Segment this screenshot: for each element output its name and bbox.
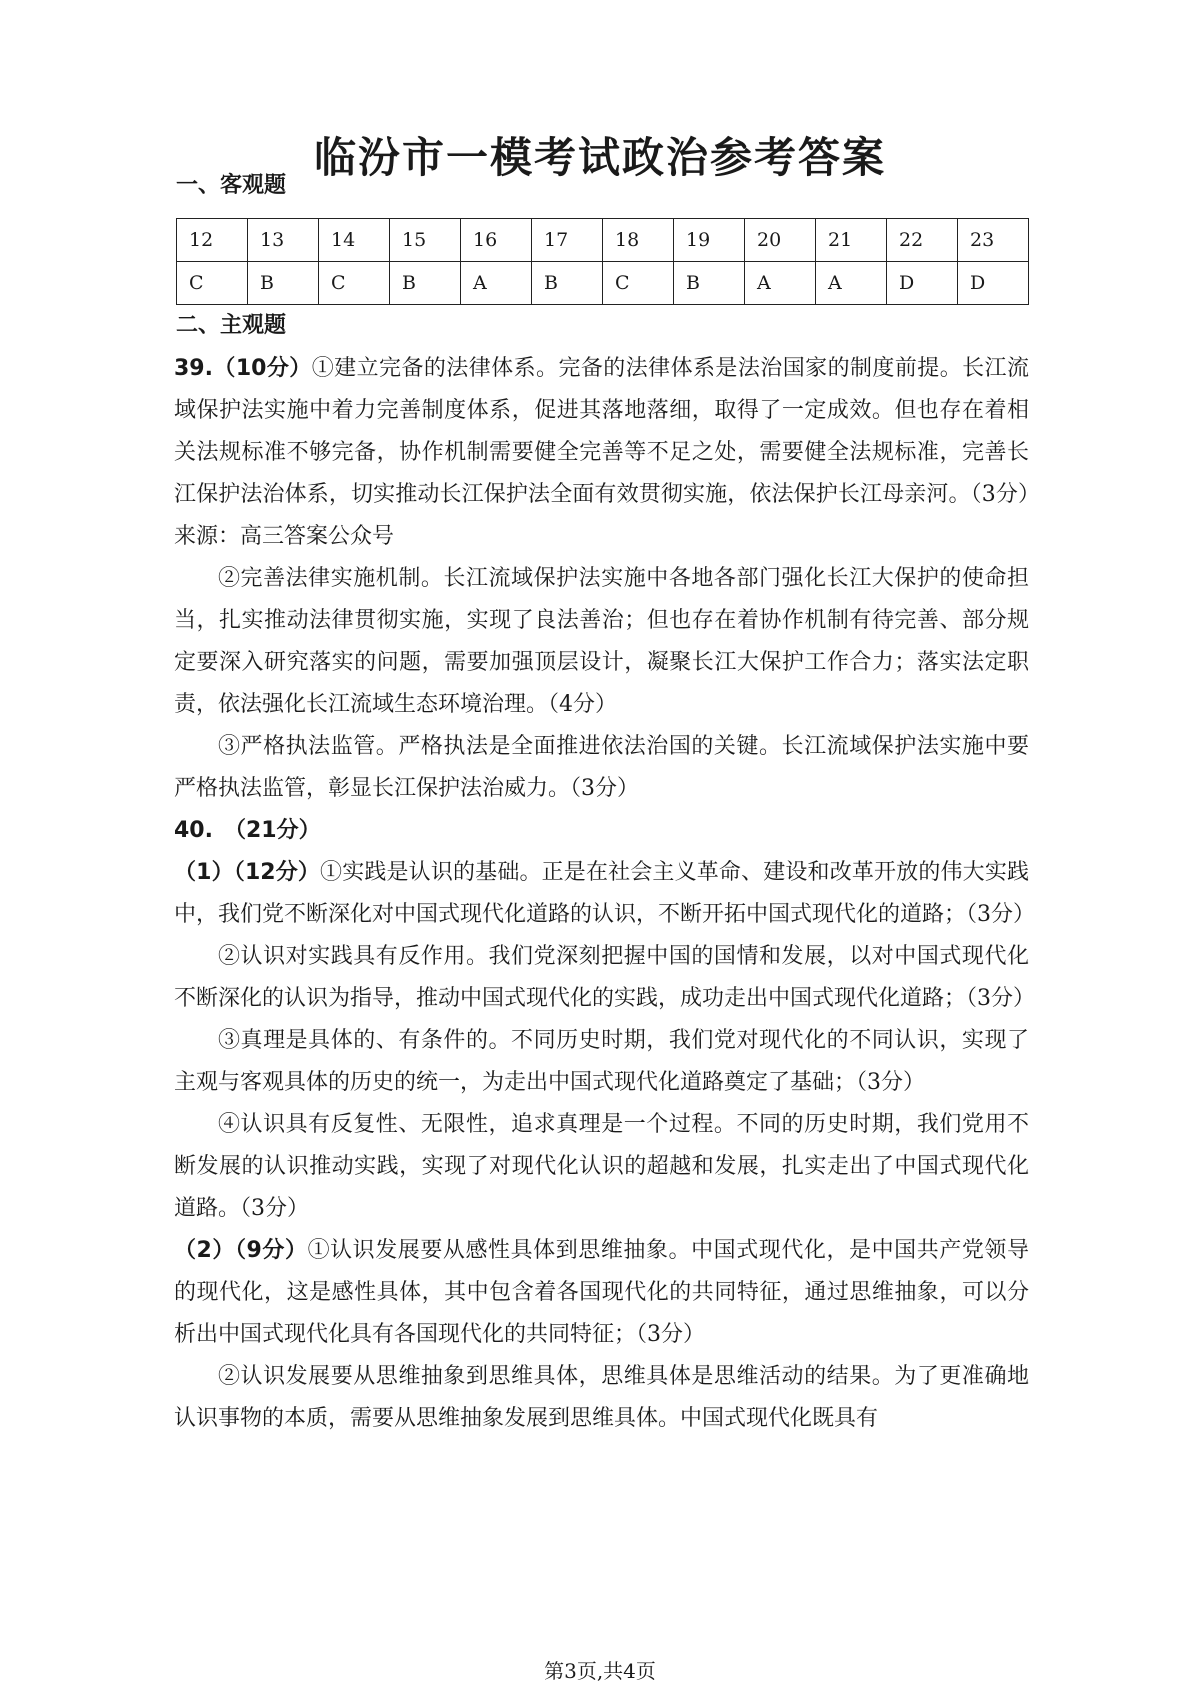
q40-part2-paragraph-2: ②认识发展要从思维抽象到思维具体，思维具体是思维活动的结果。为了更准确地认识事物的本质，需要从思维抽象发展到思维具体。中国式现代化既具有 [174,1364,1029,1431]
answer-cell: A [745,262,816,305]
answer-cell: C [603,262,674,305]
question-number: 13 [248,219,319,262]
q40-part1-label: （1）（12分） [174,860,321,885]
answer-table [176,218,1029,305]
q40-part2-paragraph-1 [174,1230,1029,1356]
answer-cell: A [461,262,532,305]
q39-label: 39.（10分） [174,356,312,381]
question-number: 23 [958,219,1029,262]
answer-cell: B [674,262,745,305]
question-number: 17 [532,219,603,262]
question-number: 14 [319,219,390,262]
answer-cell: D [887,262,958,305]
question-number: 12 [177,219,248,262]
section-objective-heading: 一、客观题 [176,173,287,198]
q40-part1-text-1: ①实践是认识的基础。正是在社会主义革命、建设和改革开放的伟大实践中，我们党不断深化对中国式现代化道路的认识，不断开拓中国式现代化的道路；（3分） [174,860,1035,927]
q40-part1-paragraph-4: ④认识具有反复性、无限性，追求真理是一个过程。不同的历史时期，我们党用不断发展的认识推动实践，实现了对现代化认识的超越和发展，扎实走出了中国式现代化道路。（3分） [174,1112,1029,1221]
q39-paragraph-1 [174,348,1029,558]
question-number: 18 [603,219,674,262]
q40-label: 40. （21分） [174,818,321,843]
answer-cell: B [390,262,461,305]
q40-part1-paragraph-2: ②认识对实践具有反作用。我们党深刻把握中国的国情和发展，以对中国式现代化不断深化的认识为指导，推动中国式现代化的实践，成功走出中国式现代化道路；（3分） [174,944,1035,1011]
question-number: 19 [674,219,745,262]
q40-part2-label: （2）（9分） [174,1238,308,1263]
answer-cell: C [177,262,248,305]
question-number: 16 [461,219,532,262]
answer-cell: B [532,262,603,305]
q40-part2-text-1: ①认识发展要从感性具体到思维抽象。中国式现代化，是中国共产党领导的现代化，这是感性具体，其中包含着各国现代化的共同特征，通过思维抽象，可以分析出中国式现代化具有各国现代化的共同特征；（3分） [174,1238,1029,1347]
q40-part1-paragraph-1 [174,852,1035,936]
answer-cell: B [248,262,319,305]
answer-content [174,348,1035,1440]
question-number: 22 [887,219,958,262]
answer-cell: C [319,262,390,305]
answer-table-answer-row [177,262,1029,305]
q40-part1-paragraph-3: ③真理是具体的、有条件的。不同历史时期，我们党对现代化的不同认识，实现了主观与客观具体的历史的统一，为走出中国式现代化道路奠定了基础；（3分） [174,1028,1029,1095]
section-subjective-heading: 二、主观题 [176,313,287,338]
answer-table-number-row [177,219,1029,262]
question-number: 21 [816,219,887,262]
answer-cell: A [816,262,887,305]
question-number: 15 [390,219,461,262]
q39-paragraph-2: ②完善法律实施机制。长江流域保护法实施中各地各部门强化长江大保护的使命担当，扎实推动法律贯彻实施，实现了良法善治；但也存在着协作机制有待完善、部分规定要深入研究落实的问题，需要加强顶层设计，凝聚长江大保护工作合力；落实法定职责，依法强化长江流域生态环境治理。（4分） [174,566,1029,717]
answer-cell: D [958,262,1029,305]
q39-text-1: ①建立完备的法律体系。完备的法律体系是法治国家的制度前提。长江流域保护法实施中着力完善制度体系，促进其落地落细，取得了一定成效。但也存在着相关法规标准不够完备，协作机制需要健全完善等不足之处，需要健全法规标准，完善长江保护法治体系，切实推动长江保护法全面有效贯彻实施，依法保护长江母亲河。（3分）来源：高三答案公众号 [174,356,1030,549]
page-number: 第3页,共4页 [544,1659,656,1683]
question-number: 20 [745,219,816,262]
page-title: 临汾市一模考试政治参考答案 [313,133,886,182]
q39-paragraph-3: ③严格执法监管。严格执法是全面推进依法治国的关键。长江流域保护法实施中要严格执法监管，彰显长江保护法治威力。（3分） [174,734,1029,801]
